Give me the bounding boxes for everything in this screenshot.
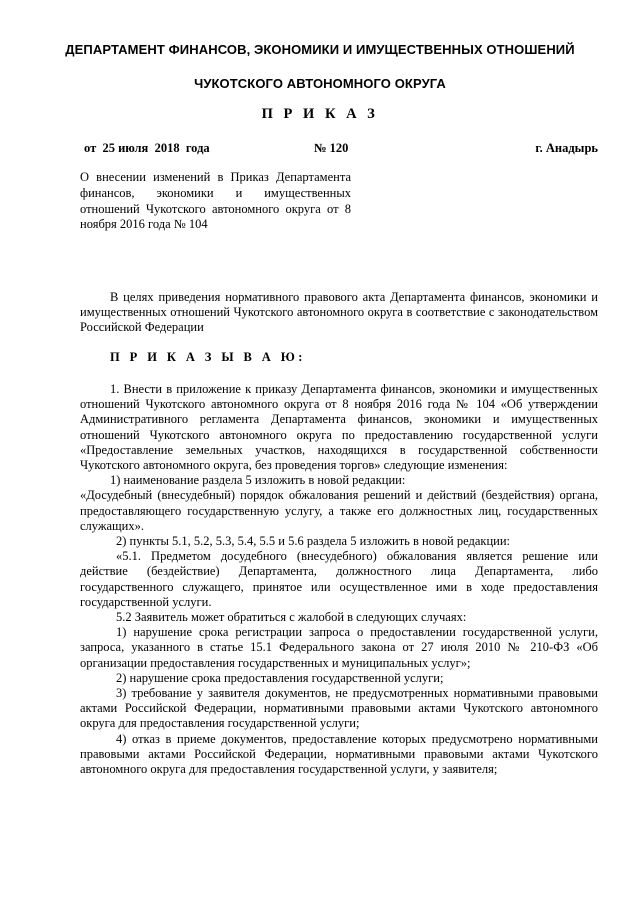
paragraph-2: 1) наименование раздела 5 изложить в новой редакции: [110,473,406,488]
order-number: № 120 [314,141,349,155]
paragraph-5: «5.1. Предметом досудебного (внесудебного) обжалования является решение или действие (бездействие) Департамента, должностного лица Департамента, либо государственного служащего, принятое или осуществленное ими в ходе предоставления государственной услуги. [80,549,598,609]
department-name: ДЕПАРТАМЕНТ ФИНАНСОВ, ЭКОНОМИКИ И ИМУЩЕСТВЕННЫХ ОТНОШЕНИЙ [65,42,575,57]
preamble-block [80,290,598,336]
paragraph-3: «Досудебный (внесудебный) порядок обжалования решений и действий (бездействия) органа, предоставляющего государственную услугу, а также его должностных лиц, государственных служащих». [80,488,598,533]
order-body [80,382,598,777]
preamble: В целях приведения нормативного правового акта Департамента финансов, экономики и имущественных отношений Чукотского автономного округа в соответствие с законодательством Российской Федерации [80,290,598,335]
order-date: от 25 июля 2018 года [84,141,210,155]
order-title: П Р И К А З [261,106,379,122]
region-name: ЧУКОТСКОГО АВТОНОМНОГО ОКРУГА [194,76,446,91]
paragraph-4: 2) пункты 5.1, 5.2, 5.3, 5.4, 5.5 и 5.6 раздела 5 изложить в новой редакции: [116,534,511,549]
paragraph-6: 5.2 Заявитель может обратиться с жалобой в следующих случаях: [116,610,467,625]
order-city: г. Анадырь [535,141,598,155]
paragraph-10: 4) отказ в приеме документов, предоставление которых предусмотрено нормативными правовыми актами Российской Федерации, нормативными правовыми актами Чукотского автономного округа для предоставления государственной услуги, у заявителя; [80,731,598,777]
order-subject: О внесении изменений в Приказ Департамента финансов, экономики и имущественных отношений Чукотского автономного округа от 8 ноября 2016 года № 104 [80,170,351,232]
paragraph-8: 2) нарушение срока предоставления государственной услуги; [116,670,444,685]
paragraph-7: 1) нарушение срока регистрации запроса о предоставлении государственной услуги, запроса, указанного в статье 15.1 Федерального закона от 27 июля 2010 № 210-ФЗ «Об организации предоставления государственных и муниципальных услуг»; [80,625,598,670]
paragraph-9: 3) требование у заявителя документов, не предусмотренных нормативными правовыми актами Российской Федерации, нормативными правовыми актами Чукотского автономного округа для предоставления государственной услуги; [80,686,598,731]
paragraph-1: 1. Внести в приложение к приказу Департамента финансов, экономики и имущественных отношений Чукотского автономного округа от 8 ноября 2016 года № 104 «Об утверждении Административного регламента Департамента финансов, экономики и имущественных отношений Чукотского автономного округа по предоставлению государственной услуги «Предоставление земельных участков, находящихся в государственной собственности Чукотского автономного округа, без проведения торгов» следующие изменения: [80,382,598,473]
prikazyvayu-heading: П Р И К А З Ы В А Ю: [110,350,306,364]
